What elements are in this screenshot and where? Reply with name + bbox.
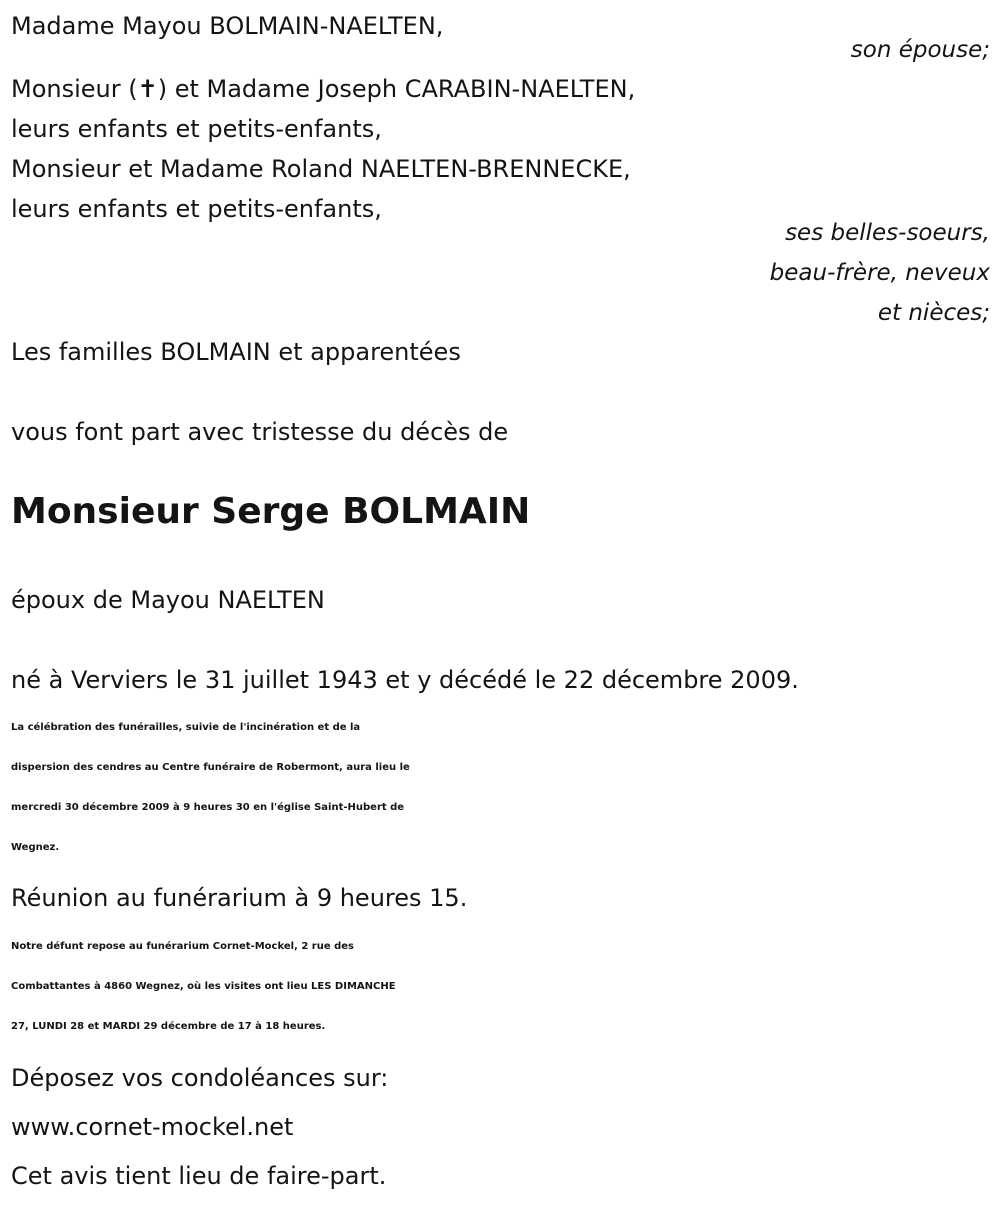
condolences-line: Déposez vos condoléances sur:	[11, 1064, 389, 1092]
family-relation-1: ses belles-soeurs,	[785, 220, 990, 246]
repose-paragraph	[11, 927, 993, 1047]
wife-relation: son épouse;	[850, 37, 990, 63]
closing-line: Cet avis tient lieu de faire-part.	[11, 1162, 387, 1190]
website-link[interactable]: www.cornet-mockel.net	[11, 1113, 294, 1141]
meeting-line: Réunion au funérarium à 9 heures 15.	[11, 884, 468, 912]
family-line-2: leurs enfants et petits-enfants,	[11, 115, 382, 143]
deceased-name: Monsieur Serge BOLMAIN	[11, 491, 531, 532]
repose-line-1: Notre défunt repose au funérarium Cornet-Mockel, 2 rue des	[11, 941, 354, 952]
family-line-4: leurs enfants et petits-enfants,	[11, 195, 382, 223]
ceremony-line-2: dispersion des cendres au Centre funéraire de Robermont, aura lieu le	[11, 762, 410, 773]
ceremony-paragraph	[11, 708, 993, 868]
family-relation-2: beau-frère, neveux	[769, 260, 990, 286]
wife-line: Madame Mayou BOLMAIN-NAELTEN,	[11, 12, 444, 40]
repose-line-3: 27, LUNDI 28 et MARDI 29 décembre de 17 à 18 heures.	[11, 1021, 326, 1032]
ceremony-line-3: mercredi 30 décembre 2009 à 9 heures 30 en l'église Saint-Hubert de	[11, 802, 405, 813]
intro-line: vous font part avec tristesse du décès de	[11, 418, 509, 446]
ceremony-line-1: La célébration des funérailles, suivie de l'incinération et de la	[11, 722, 361, 733]
spouse-line: époux de Mayou NAELTEN	[11, 586, 325, 614]
birth-death-line: né à Verviers le 31 juillet 1943 et y décédé le 22 décembre 2009.	[11, 666, 799, 694]
family-line-1: Monsieur (✝) et Madame Joseph CARABIN-NAELTEN,	[11, 75, 636, 103]
family-relation-3: et nièces;	[877, 300, 990, 326]
ceremony-line-4: Wegnez.	[11, 842, 60, 853]
families-line: Les familles BOLMAIN et apparentées	[11, 338, 461, 366]
family-line-3: Monsieur et Madame Roland NAELTEN-BRENNECKE,	[11, 155, 631, 183]
repose-line-2: Combattantes à 4860 Wegnez, où les visites ont lieu LES DIMANCHE	[11, 981, 396, 992]
